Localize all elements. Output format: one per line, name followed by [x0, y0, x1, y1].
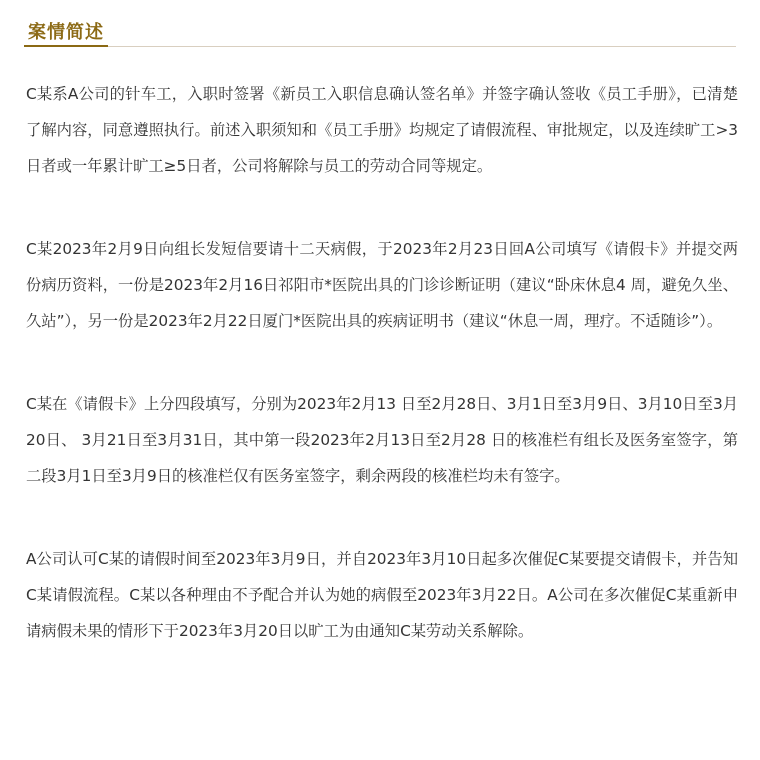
paragraph-employment: C某系A公司的针车工，入职时签署《新员工入职信息确认签名单》并签字确认签收《员工手册》，已清楚了解内容，同意遵照执行。前述入职须知和《员工手册》均规定了请假流程、审批规定，以及连续旷工>3日者或一年累计旷工≥5日者，公司将解除与员工的劳动合同等规定。 [26, 85, 738, 175]
paragraph-sick-leave-request: C某2023年2月9日向组长发短信要请十二天病假，于2023年2月23日回A公司填写《请假卡》并提交两份病历资料，一份是2023年2月16日祁阳市*医院出具的门诊诊断证明（建议“卧床休息4 周，避免久坐、久站”），另一份是2023年2月22日厦门*医院出具的疾病证明书（建议“休息一周，理疗。不适随诊”）。 [26, 240, 738, 330]
section-title: 案情简述 [28, 22, 104, 43]
paragraph-leave-card: C某在《请假卡》上分四段填写，分别为2023年2月13 日至2月28日、3月1日至3月9日、3月10日至3月20日、 3月21日至3月31日，其中第一段2023年2月13日至2月28 日的核准栏有组长及医务室签字，第二段3月1日至3月9日的核准栏仅有医务室签字，剩余两段的核准栏均未有签字。 [26, 395, 738, 485]
article-body [26, 76, 738, 696]
section-header [24, 14, 736, 47]
title-accent-underline [24, 45, 108, 47]
paragraph-termination: A公司认可C某的请假时间至2023年3月9日，并自2023年3月10日起多次催促C某要提交请假卡，并告知C某请假流程。C某以各种理由不予配合并认为她的病假至2023年3月22日。A公司在多次催促C某重新申请病假未果的情形下于2023年3月20日以旷工为由通知C某劳动关系解除。 [26, 550, 738, 640]
